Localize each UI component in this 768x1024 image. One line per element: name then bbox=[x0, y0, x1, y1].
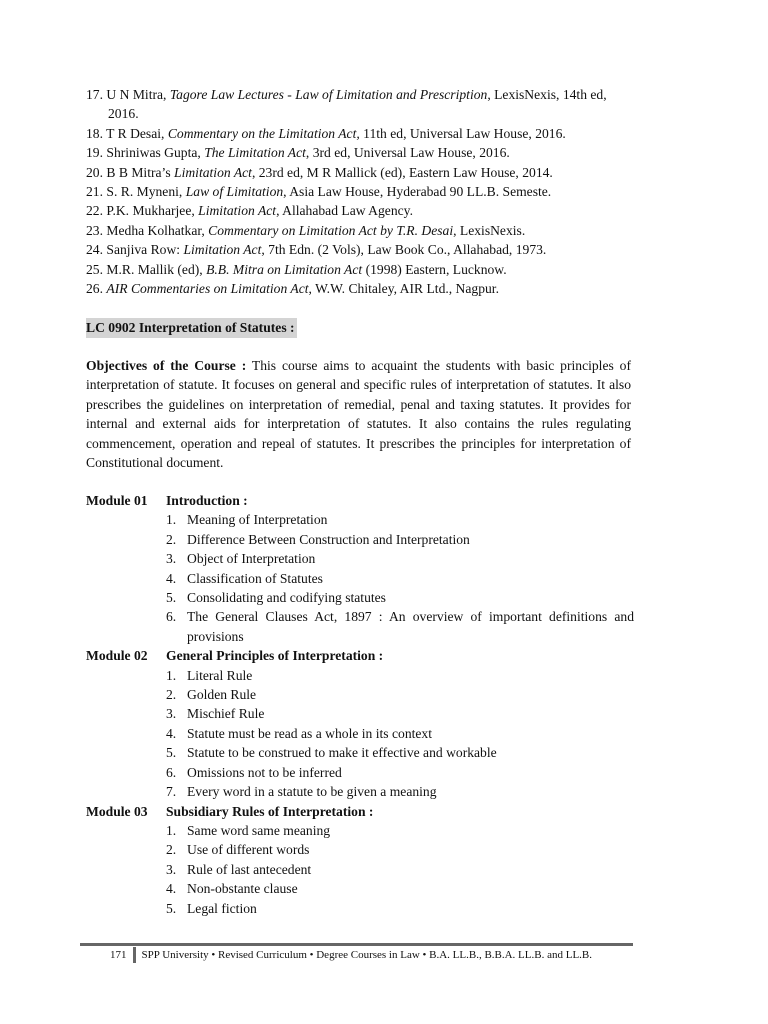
module-header bbox=[86, 646, 634, 665]
reference-item: 23. Medha Kolhatkar, Commentary on Limitation Act by T.R. Desai, LexisNexis. bbox=[86, 222, 526, 238]
reference-item: 26. AIR Commentaries on Limitation Act, W.W. Chitaley, AIR Ltd., Nagpur. bbox=[86, 281, 499, 297]
module-item: 3. Rule of last antecedent bbox=[166, 861, 312, 877]
module-item: 1. Same word same meaning bbox=[166, 822, 331, 838]
reference-item: 24. Sanjiva Row: Limitation Act, 7th Edn. (2 Vols), Law Book Co., Allahabad, 1973. bbox=[86, 242, 547, 258]
page-number: 171 bbox=[110, 949, 127, 961]
reference-item: 18. T R Desai, Commentary on the Limitation Act, 11th ed, Universal Law House, 2016. bbox=[86, 125, 566, 141]
module-item: 3. Mischief Rule bbox=[166, 706, 265, 722]
objectives-label: Objectives of the Course : bbox=[86, 358, 247, 373]
reference-list bbox=[86, 85, 634, 298]
footer-text: SPP University • Revised Curriculum • Degree Courses in Law • B.A. LL.B., B.B.A. LL.B. and LL.B. bbox=[141, 949, 592, 961]
module-label: Module 02 bbox=[86, 648, 148, 664]
course-heading: LC 0902 Interpretation of Statutes : bbox=[86, 318, 297, 338]
module-item: 2. Golden Rule bbox=[166, 687, 257, 703]
module-item: 1. Literal Rule bbox=[166, 667, 253, 683]
module-item: 4. Non-obstante clause bbox=[166, 881, 298, 897]
module-header bbox=[86, 491, 634, 510]
module-item: 5. Statute to be construed to make it effective and workable bbox=[166, 745, 497, 761]
module-title: General Principles of Interpretation : bbox=[166, 648, 384, 664]
objectives-text: This course aims to acquaint the students with basic principles of interpretation of statute. It focuses on general and specific rules of interpretation of statutes. It also prescribes the guidelines on interpretation of remedial, penal and taxing statutes. It provides for internal and external aids for interpretation of statutes. It also contains the rules regulating commencement, operation and repeal of statutes. It prescribes the principles for interpretation of Constitutional document. bbox=[86, 358, 631, 471]
reference-item: 21. S. R. Myneni, Law of Limitation, Asia Law House, Hyderabad 90 LL.B. Semeste. bbox=[86, 184, 552, 200]
module-item: 4. Classification of Statutes bbox=[166, 570, 323, 586]
module-item: 5. Consolidating and codifying statutes bbox=[166, 590, 386, 606]
reference-item: 25. M.R. Mallik (ed), B.B. Mitra on Limitation Act (1998) Eastern, Lucknow. bbox=[86, 261, 507, 277]
module-item: 6. Omissions not to be inferred bbox=[166, 764, 342, 780]
module-item: 1. Meaning of Interpretation bbox=[166, 512, 328, 528]
page-footer bbox=[110, 948, 592, 963]
module-item: 2. Use of different words bbox=[166, 842, 310, 858]
reference-item: 17. U N Mitra, Tagore Law Lectures - Law of Limitation and Prescription, LexisNexis, 14th ed, 2016. bbox=[86, 87, 607, 122]
module-item: 7. Every word in a statute to be given a meaning bbox=[166, 784, 437, 800]
module-item: 5. Legal fiction bbox=[166, 900, 257, 916]
module-label: Module 03 bbox=[86, 803, 148, 819]
reference-item: 20. B B Mitra’s Limitation Act, 23rd ed, M R Mallick (ed), Eastern Law House, 2014. bbox=[86, 164, 553, 180]
footer-separator bbox=[133, 947, 136, 963]
reference-item: 22. P.K. Mukharjee, Limitation Act, Allahabad Law Agency. bbox=[86, 203, 413, 219]
reference-item: 19. Shriniwas Gupta, The Limitation Act, 3rd ed, Universal Law House, 2016. bbox=[86, 145, 510, 161]
footer-divider bbox=[80, 943, 633, 946]
module-title: Introduction : bbox=[166, 493, 248, 508]
module-item: 6. The General Clauses Act, 1897 : An overview of important definitions and provisions bbox=[166, 609, 634, 644]
module-header bbox=[86, 802, 634, 821]
module-title: Subsidiary Rules of Interpretation : bbox=[166, 803, 374, 819]
module-item: 3. Object of Interpretation bbox=[166, 551, 316, 567]
module-list bbox=[86, 491, 634, 918]
module-label: Module 01 bbox=[86, 493, 148, 508]
course-objectives bbox=[86, 356, 631, 472]
module-item: 4. Statute must be read as a whole in its context bbox=[166, 725, 433, 741]
module-item: 2. Difference Between Construction and Interpretation bbox=[166, 531, 470, 547]
